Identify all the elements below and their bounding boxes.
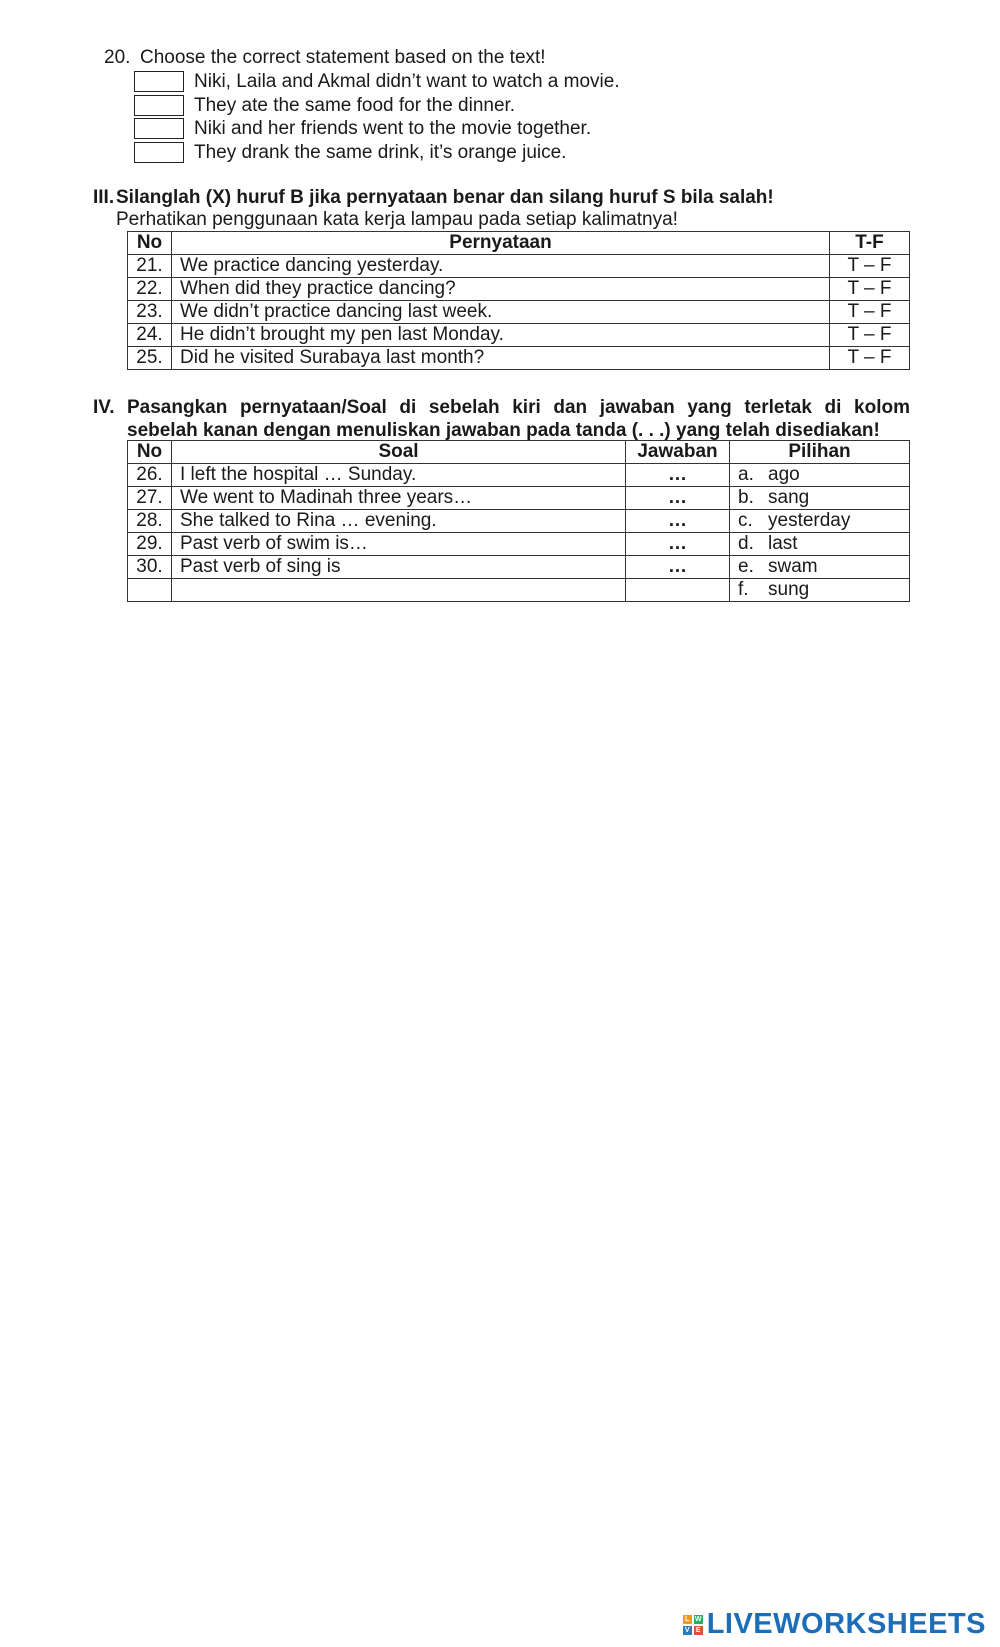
choice-cell: [730, 533, 910, 556]
row-number: 29.: [128, 533, 172, 556]
option-row: [104, 117, 592, 141]
logo-icon-tile: E: [694, 1626, 703, 1635]
logo-icon-tile: V: [683, 1626, 692, 1635]
logo-icon-tile: L: [683, 1615, 692, 1624]
choice-letter: f.: [738, 579, 749, 600]
row-number: 25.: [128, 347, 172, 370]
choice-letter: a.: [738, 464, 754, 485]
matching-table: [127, 440, 910, 602]
table-row: [128, 324, 910, 347]
column-header: Soal: [172, 441, 626, 464]
logo-text: LIVEWORKSHEETS: [706, 1608, 986, 1640]
table-row: [128, 510, 910, 533]
choice-letter: c.: [738, 510, 753, 531]
question-text: [172, 579, 626, 602]
choice-text: last: [768, 533, 798, 554]
section-3-instruction: [93, 186, 910, 209]
section-3-header: [93, 186, 910, 231]
table-row: [128, 278, 910, 301]
choice-letter: b.: [738, 487, 754, 508]
option-row: [104, 70, 620, 94]
table-row: [128, 487, 910, 510]
choice-cell: [730, 510, 910, 533]
question-text: She talked to Rina … evening.: [172, 510, 626, 533]
table-row: [128, 255, 910, 278]
column-header: Pilihan: [730, 441, 910, 464]
answer-checkbox[interactable]: [134, 95, 184, 116]
row-number: [128, 579, 172, 602]
statement-text: We didn’t practice dancing last week.: [172, 301, 830, 324]
answer-blank[interactable]: …: [626, 510, 730, 533]
true-false-choice[interactable]: T – F: [830, 255, 910, 278]
table-row: [128, 301, 910, 324]
row-number: 23.: [128, 301, 172, 324]
question-text: I left the hospital … Sunday.: [172, 464, 626, 487]
choice-cell: [730, 487, 910, 510]
section-number: IV.: [93, 397, 115, 418]
row-number: 27.: [128, 487, 172, 510]
table-header-row: [128, 232, 910, 255]
column-header: T-F: [830, 232, 910, 255]
question-text: Past verb of sing is: [172, 556, 626, 579]
choice-letter: d.: [738, 533, 754, 554]
option-row: [104, 141, 567, 165]
true-false-table: [127, 231, 910, 370]
section-number: III.: [93, 187, 115, 208]
column-header: Pernyataan: [172, 232, 830, 255]
question-20: [104, 46, 620, 164]
answer-blank[interactable]: …: [626, 556, 730, 579]
column-header: Jawaban: [626, 441, 730, 464]
question-20-title: [104, 46, 546, 70]
answer-checkbox[interactable]: [134, 118, 184, 139]
liveworksheets-logo: [683, 1608, 986, 1641]
choice-cell: [730, 556, 910, 579]
row-number: 24.: [128, 324, 172, 347]
question-text: Choose the correct statement based on the text!: [140, 47, 546, 68]
choice-text: sung: [768, 579, 810, 600]
statement-text: He didn’t brought my pen last Monday.: [172, 324, 830, 347]
choice-letter: e.: [738, 556, 754, 577]
answer-checkbox[interactable]: [134, 142, 184, 163]
row-number: 26.: [128, 464, 172, 487]
answer-blank[interactable]: …: [626, 464, 730, 487]
statement-text: When did they practice dancing?: [172, 278, 830, 301]
true-false-choice[interactable]: T – F: [830, 301, 910, 324]
instruction-text: Pasangkan pernyataan/Soal di sebelah kiri dan jawaban yang terletak di kolom: [127, 397, 910, 418]
section-3-note: Perhatikan penggunaan kata kerja lampau pada setiap kalimatnya!: [116, 209, 678, 230]
option-text: They drank the same drink, it’s orange juice.: [194, 141, 567, 163]
row-number: 30.: [128, 556, 172, 579]
row-number: 22.: [128, 278, 172, 301]
row-number: 28.: [128, 510, 172, 533]
true-false-choice[interactable]: T – F: [830, 347, 910, 370]
choice-text: swam: [768, 556, 818, 577]
true-false-choice[interactable]: T – F: [830, 278, 910, 301]
answer-blank[interactable]: …: [626, 533, 730, 556]
option-text: They ate the same food for the dinner.: [194, 94, 516, 116]
table-row: [128, 347, 910, 370]
answer-blank: [626, 579, 730, 602]
true-false-choice[interactable]: T – F: [830, 324, 910, 347]
row-number: 21.: [128, 255, 172, 278]
question-text: We went to Madinah three years…: [172, 487, 626, 510]
liveworksheets-logo-icon: [683, 1615, 703, 1635]
option-text: Niki and her friends went to the movie together.: [194, 118, 592, 139]
choice-text: yesterday: [768, 510, 851, 531]
table-row: [128, 579, 910, 602]
table-row: [128, 533, 910, 556]
option-text: Niki, Laila and Akmal didn’t want to watch a movie.: [194, 71, 620, 92]
section-4-instruction-line2: sebelah kanan dengan menuliskan jawaban pada tanda (. . .) yang telah disediakan!: [127, 420, 880, 441]
option-row: [104, 94, 546, 118]
question-number: 20.: [104, 47, 131, 68]
statement-text: We practice dancing yesterday.: [172, 255, 830, 278]
choice-cell: [730, 579, 910, 602]
instruction-text: Silanglah (X) huruf B jika pernyataan benar dan silang huruf S bila salah!: [116, 187, 774, 208]
choice-text: sang: [768, 487, 810, 508]
section-4-instruction-line1: [93, 396, 910, 419]
logo-icon-tile: W: [694, 1615, 702, 1623]
statement-text: Did he visited Surabaya last month?: [172, 347, 830, 370]
table-header-row: [128, 441, 910, 464]
choice-cell: [730, 464, 910, 487]
answer-checkbox[interactable]: [134, 71, 184, 92]
column-header: No: [128, 232, 172, 255]
table-row: [128, 556, 910, 579]
answer-blank[interactable]: …: [626, 487, 730, 510]
question-text: Past verb of swim is…: [172, 533, 626, 556]
table-row: [128, 464, 910, 487]
column-header: No: [128, 441, 172, 464]
section-4-header: [93, 396, 910, 442]
choice-text: ago: [768, 464, 800, 485]
